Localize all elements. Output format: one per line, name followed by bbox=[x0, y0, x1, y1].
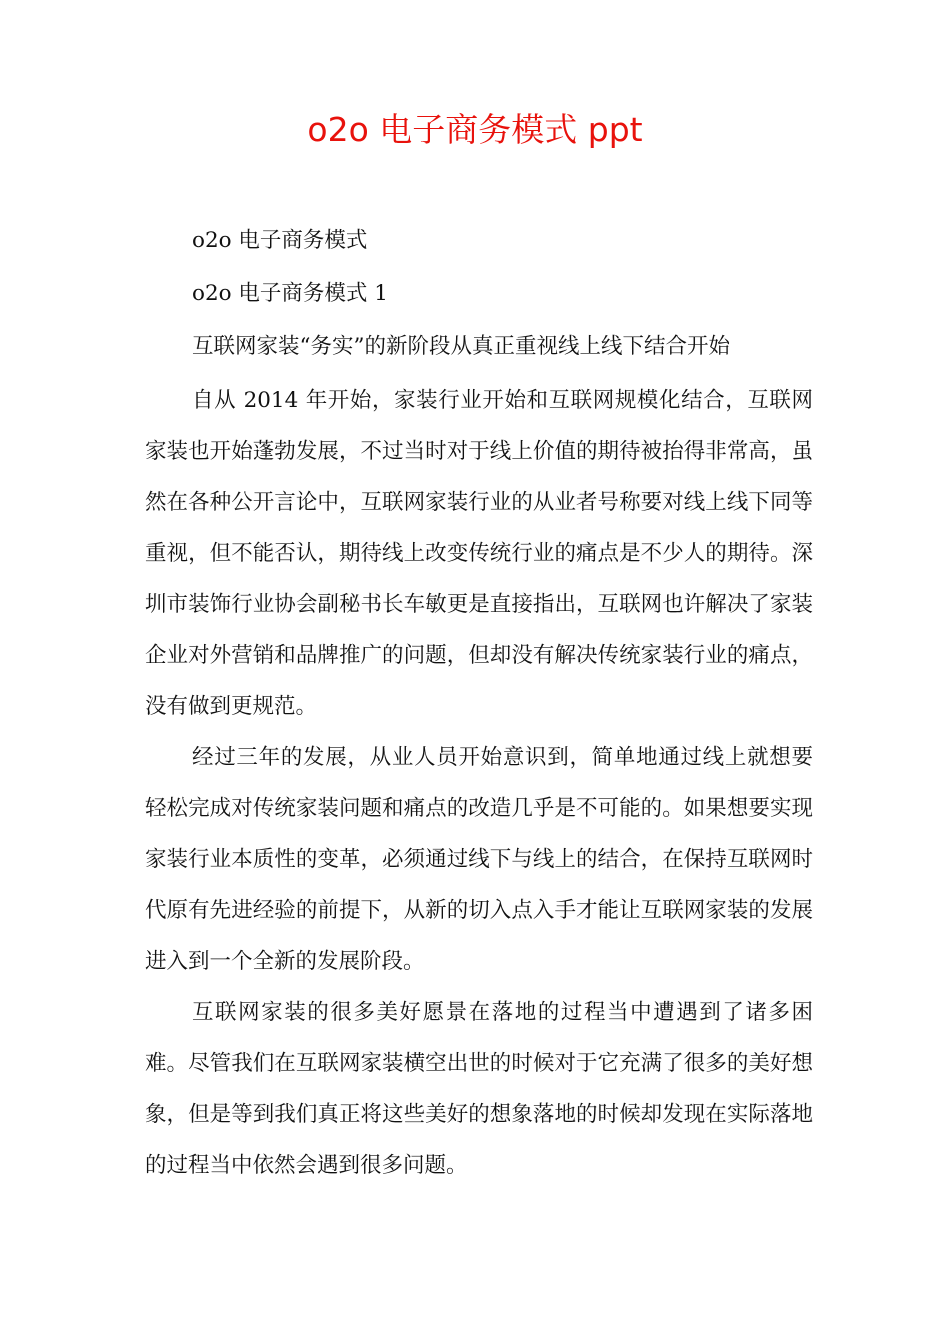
paragraph: 互联网家装的很多美好愿景在落地的过程当中遭遇到了诸多困难。尽管我们在互联网家装横空出世的时候对于它充满了很多的美好想象，但是等到我们真正将这些美好的想象落地的时候却发现在实际落地的过程当中依然会遇到很多问题。 bbox=[145, 1000, 813, 1178]
section-heading: o2o 电子商务模式 1 bbox=[192, 281, 388, 306]
document-title: o2o 电子商务模式 ppt bbox=[307, 110, 643, 149]
paragraph: 自从 2014 年开始，家装行业开始和互联网规模化结合，互联网家装也开始蓬勃发展，不过当时对于线上价值的期待被抬得非常高，虽然在各种公开言论中，互联网家装行业的从业者号称要对线上线下同等重视，但不能否认，期待线上改变传统行业的痛点是不少人的期待。深圳市装饰行业协会副秘书长车敏更是直接指出，互联网也许解决了家装企业对外营销和品牌推广的问题，但却没有解决传统家装行业的痛点，没有做到更规范。 bbox=[145, 388, 813, 719]
document-body bbox=[145, 214, 813, 1191]
paragraph: 经过三年的发展，从业人员开始意识到，简单地通过线上就想要轻松完成对传统家装问题和痛点的改造几乎是不可能的。如果想要实现家装行业本质性的变革，必须通过线下与线上的结合，在保持互联网时代原有先进经验的前提下，从新的切入点入手才能让互联网家装的发展进入到一个全新的发展阶段。 bbox=[145, 745, 813, 974]
subtitle-line: o2o 电子商务模式 bbox=[192, 228, 368, 253]
article-heading: 互联网家装“务实”的新阶段从真正重视线上线下结合开始 bbox=[192, 334, 730, 359]
